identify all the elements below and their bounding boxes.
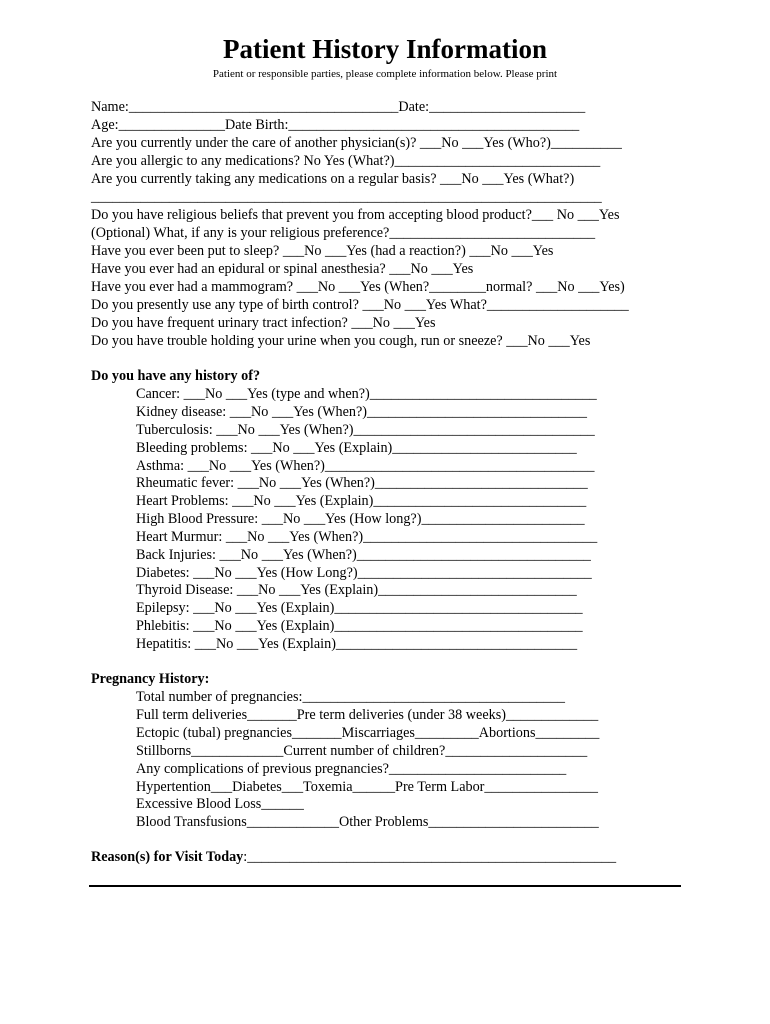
history-item-phlebitis[interactable]: Phlebitis: ___No ___Yes (Explain)___________________________________ — [136, 618, 583, 634]
birth-control-question[interactable]: Do you presently use any type of birth control? ___No ___Yes What?____________________ — [91, 297, 629, 313]
history-item-hepatitis[interactable]: Hepatitis: ___No ___Yes (Explain)__________________________________ — [136, 636, 578, 652]
history-item-epilepsy[interactable]: Epilepsy: ___No ___Yes (Explain)___________________________________ — [136, 600, 583, 616]
pregnancy-conditions[interactable]: Hypertention___Diabetes___Toxemia______Pre Term Labor________________ — [136, 779, 598, 795]
history-item-diabetes[interactable]: Diabetes: ___No ___Yes (How Long?)_________________________________ — [136, 565, 592, 581]
page-subtitle: Patient or responsible parties, please complete information below. Please print — [212, 68, 558, 80]
blood-product-question[interactable]: Do you have religious beliefs that prevent you from accepting blood product?___ No ___Yes — [91, 207, 620, 223]
history-item-rheumatic-fever[interactable]: Rheumatic fever: ___No ___Yes (When?)______________________________ — [136, 475, 588, 491]
pregnancy-ectopic[interactable]: Ectopic (tubal) pregnancies_______Miscarriages_________Abortions_________ — [136, 725, 600, 741]
history-item-high-blood-pressure[interactable]: High Blood Pressure: ___No ___Yes (How long?)_______________________ — [136, 511, 585, 527]
physician-care-question[interactable]: Are you currently under the care of another physician(s)? ___No ___Yes (Who?)__________ — [91, 135, 622, 151]
pregnancy-stillborns[interactable]: Stillborns_____________Current number of children?____________________ — [136, 743, 588, 759]
history-item-tuberculosis[interactable]: Tuberculosis: ___No ___Yes (When?)__________________________________ — [136, 422, 595, 438]
history-item-bleeding[interactable]: Bleeding problems: ___No ___Yes (Explain)__________________________ — [136, 440, 577, 456]
mammogram-question[interactable]: Have you ever had a mammogram? ___No ___Yes (When?________normal? ___No ___Yes) — [91, 279, 625, 295]
current-medications-blank[interactable]: ________________________________________________________________________ — [91, 189, 602, 205]
pregnancy-total[interactable]: Total number of pregnancies:_____________________________________ — [136, 689, 565, 705]
history-item-kidney-disease[interactable]: Kidney disease: ___No ___Yes (When?)_______________________________ — [136, 404, 587, 420]
bottom-divider — [89, 885, 681, 887]
incontinence-question[interactable]: Do you have trouble holding your urine when you cough, run or sneeze? ___No ___Yes — [91, 333, 591, 349]
history-item-cancer[interactable]: Cancer: ___No ___Yes (type and when?)________________________________ — [136, 386, 597, 402]
history-item-thyroid[interactable]: Thyroid Disease: ___No ___Yes (Explain)____________________________ — [136, 582, 577, 598]
religious-preference-question[interactable]: (Optional) What, if any is your religious preference?_____________________________ — [91, 225, 596, 241]
uti-question[interactable]: Do you have frequent urinary tract infection? ___No ___Yes — [91, 315, 436, 331]
reason-for-visit-label: Reason(s) for Visit Today — [91, 849, 244, 865]
anesthesia-question[interactable]: Have you ever been put to sleep? ___No ___Yes (had a reaction?) ___No ___Yes — [91, 243, 554, 259]
medication-allergy-question[interactable]: Are you allergic to any medications? No Yes (What?)_____________________________ — [91, 153, 601, 169]
pregnancy-heading: Pregnancy History: — [91, 671, 210, 687]
history-item-heart-problems[interactable]: Heart Problems: ___No ___Yes (Explain)______________________________ — [136, 493, 587, 509]
page-title: Patient History Information — [223, 34, 547, 64]
epidural-question[interactable]: Have you ever had an epidural or spinal anesthesia? ___No ___Yes — [91, 261, 474, 277]
pregnancy-deliveries[interactable]: Full term deliveries_______Pre term deliveries (under 38 weeks)_____________ — [136, 707, 599, 723]
pregnancy-transfusions[interactable]: Blood Transfusions_____________Other Problems________________________ — [136, 814, 599, 830]
current-medications-question[interactable]: Are you currently taking any medications on a regular basis? ___No ___Yes (What?) — [91, 171, 575, 187]
pregnancy-complications[interactable]: Any complications of previous pregnancies?_________________________ — [136, 761, 567, 777]
history-heading: Do you have any history of? — [91, 368, 261, 384]
age-birthdate-field[interactable]: Age:_______________Date Birth:_________________________________________ — [91, 117, 580, 133]
history-item-asthma[interactable]: Asthma: ___No ___Yes (When?)______________________________________ — [136, 458, 595, 474]
name-date-field[interactable]: Name:______________________________________Date:______________________ — [91, 99, 586, 115]
history-item-heart-murmur[interactable]: Heart Murmur: ___No ___Yes (When?)_________________________________ — [136, 529, 598, 545]
history-item-back-injuries[interactable]: Back Injuries: ___No ___Yes (When?)_________________________________ — [136, 547, 591, 563]
reason-for-visit-blank[interactable]: :____________________________________________________ — [243, 849, 617, 865]
pregnancy-blood-loss[interactable]: Excessive Blood Loss______ — [136, 796, 304, 812]
reason-for-visit-field[interactable] — [91, 848, 616, 866]
